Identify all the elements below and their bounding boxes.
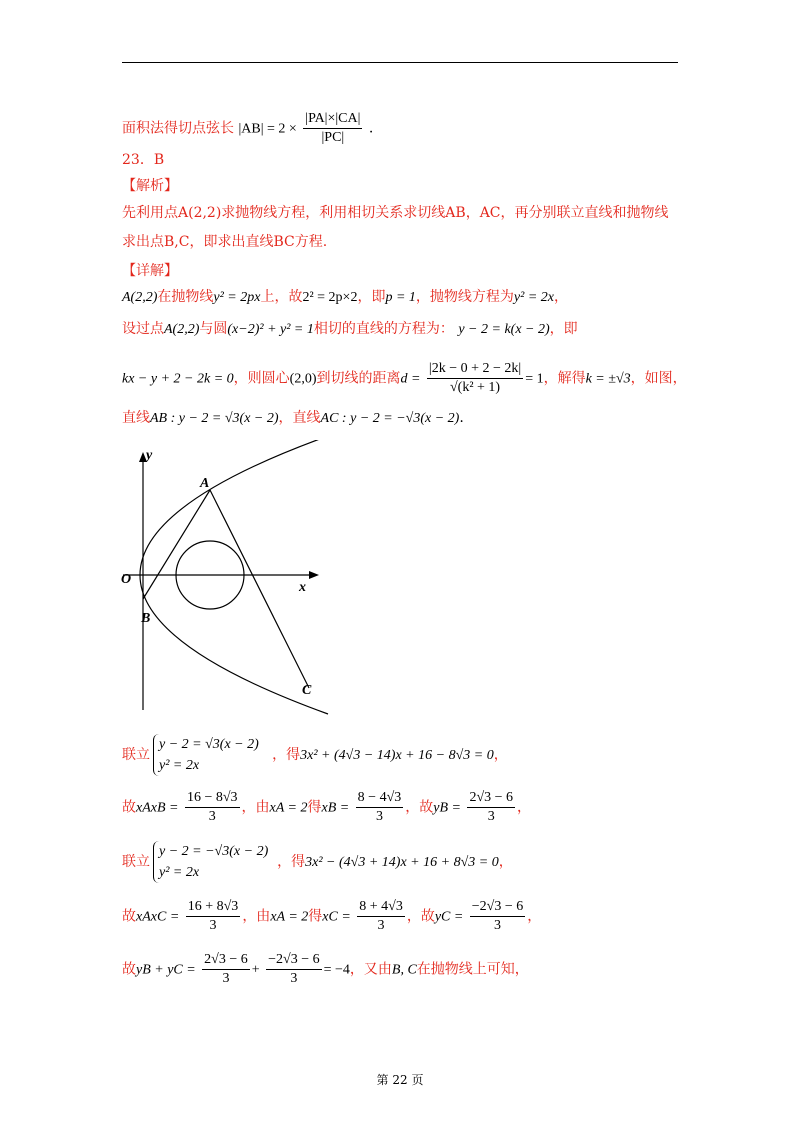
point-c-label: C bbox=[302, 683, 312, 698]
fraction-num: 2√3 − 6 bbox=[202, 951, 250, 970]
system-1-line bbox=[122, 734, 508, 776]
text: ，则圆心 bbox=[233, 370, 290, 387]
fraction-den: 3 bbox=[494, 918, 502, 933]
analysis-line-2: 求出点B,C，即求出直线BC方程. bbox=[122, 234, 328, 250]
system-2-eq2: y² = 2x bbox=[159, 865, 200, 880]
area-formula-lhs: |AB| = 2 × bbox=[238, 121, 297, 137]
text: 故 bbox=[122, 961, 136, 978]
x-axis-label: x bbox=[299, 580, 306, 595]
distance-den: √(k² + 1) bbox=[449, 380, 501, 395]
header-rule bbox=[122, 62, 678, 63]
xa-value: xA = 2 bbox=[269, 800, 308, 816]
fraction-num: 2√3 − 6 bbox=[467, 789, 515, 808]
text: 相切的直线的方程为： bbox=[313, 321, 454, 337]
fraction-den: 3 bbox=[375, 809, 383, 824]
system-1-brace bbox=[153, 734, 259, 776]
xb-line bbox=[122, 789, 531, 826]
y-axis-label: y bbox=[146, 448, 153, 463]
point-a-label: A bbox=[200, 476, 210, 491]
detail-heading: 【详解】 bbox=[122, 263, 178, 279]
text: ， bbox=[498, 854, 513, 870]
xa-xc-fraction bbox=[186, 898, 241, 935]
text: 直线 bbox=[122, 410, 150, 426]
system-2-line bbox=[122, 841, 513, 883]
text: ，直线 bbox=[278, 410, 321, 426]
text: ，由 bbox=[241, 799, 270, 816]
parabola-equation: y² = 2x bbox=[513, 290, 554, 305]
text: 故 bbox=[122, 799, 136, 816]
problem-number: 23．B bbox=[122, 152, 165, 168]
detail-line-1 bbox=[122, 287, 568, 308]
k-value: k = ±√3 bbox=[585, 371, 631, 387]
text: ，即 bbox=[357, 289, 386, 305]
plus-sign: + bbox=[251, 962, 260, 978]
yc-fraction bbox=[470, 898, 525, 935]
text: 到切线的距离 bbox=[316, 370, 401, 387]
fraction-den: 3 bbox=[487, 809, 495, 824]
detail-line-3 bbox=[122, 360, 687, 397]
text: 设过点 bbox=[122, 321, 164, 337]
fraction-den: 3 bbox=[222, 971, 230, 986]
system-1-result: 3x² + (4√3 − 14)x + 16 − 8√3 = 0 bbox=[300, 748, 494, 763]
xa-xb-label: xAxB = bbox=[136, 800, 179, 816]
fraction-num: −2√3 − 6 bbox=[266, 951, 321, 970]
fraction-num: −2√3 − 6 bbox=[470, 898, 525, 917]
analysis-heading: 【解析】 bbox=[122, 178, 178, 194]
text: ，得 bbox=[272, 747, 301, 763]
fraction-den: 3 bbox=[290, 971, 298, 986]
tangent-general-form: kx − y + 2 − 2k = 0 bbox=[122, 371, 234, 387]
area-formula-fraction bbox=[303, 110, 362, 147]
yc-label: yC = bbox=[434, 909, 464, 925]
text: 与圆 bbox=[199, 321, 228, 337]
substitution: 2² = 2p×2 bbox=[302, 290, 358, 305]
yb-fraction bbox=[467, 789, 515, 826]
area-formula-end: . bbox=[368, 120, 374, 137]
yb-plus-yc-label: yB + yC = bbox=[136, 962, 196, 978]
distance-fraction bbox=[427, 360, 523, 397]
text: ，即 bbox=[549, 321, 578, 337]
text: ，如图， bbox=[630, 370, 687, 387]
xb-label: xB = bbox=[321, 800, 350, 816]
text: 得 bbox=[307, 799, 322, 816]
xa-xb-fraction bbox=[185, 789, 240, 826]
text: 上，故 bbox=[260, 289, 303, 305]
circle-equation: (x−2)² + y² = 1 bbox=[227, 322, 314, 337]
fraction-num: 8 − 4√3 bbox=[356, 789, 404, 808]
sum-line bbox=[122, 951, 529, 988]
system-2-brace bbox=[153, 841, 268, 883]
xc-fraction bbox=[357, 898, 405, 935]
text: ，解得 bbox=[543, 370, 586, 387]
distance-num: |2k − 0 + 2 − 2k| bbox=[427, 360, 523, 379]
xa-value: xA = 2 bbox=[270, 909, 309, 925]
page-footer: 第 22 页 bbox=[376, 1073, 424, 1087]
x-axis-arrow-icon bbox=[309, 571, 319, 579]
yb-fraction bbox=[202, 951, 250, 988]
area-method-text: 面积法得切点弦长 bbox=[122, 120, 234, 137]
distance-label: d = bbox=[400, 371, 421, 387]
xc-label: xC = bbox=[322, 909, 351, 925]
text: 联立 bbox=[122, 854, 150, 870]
text: ，抛物线方程为 bbox=[415, 289, 514, 305]
circle-center: (2,0) bbox=[289, 371, 317, 387]
point-b-label: B bbox=[141, 611, 151, 626]
text: 在抛物线上可知， bbox=[416, 961, 529, 978]
distance-result: = 1 bbox=[525, 371, 544, 387]
fraction-num: 16 + 8√3 bbox=[186, 898, 241, 917]
text: 在抛物线 bbox=[157, 289, 214, 305]
area-formula-num: |PA|×|CA| bbox=[303, 110, 362, 129]
point-a: A(2,2) bbox=[122, 290, 158, 305]
text: . bbox=[459, 410, 464, 426]
parabola-figure bbox=[118, 440, 338, 715]
detail-line-4 bbox=[122, 408, 464, 429]
text: 得 bbox=[308, 908, 323, 925]
point-a: A(2,2) bbox=[164, 322, 200, 337]
p-value: p = 1 bbox=[385, 290, 416, 305]
text: 联立 bbox=[122, 747, 150, 763]
text: 故 bbox=[122, 908, 136, 925]
text: ，又由 bbox=[349, 961, 392, 978]
system-2-eq1: y − 2 = −√3(x − 2) bbox=[159, 844, 269, 859]
line-ac bbox=[210, 490, 309, 688]
sum-result: = −4 bbox=[323, 962, 350, 978]
origin-label: O bbox=[121, 572, 132, 587]
line-ab-equation: AB : y − 2 = √3(x − 2) bbox=[150, 411, 279, 426]
system-2-result: 3x² − (4√3 + 14)x + 16 + 8√3 = 0 bbox=[305, 855, 499, 870]
tangent-equation: y − 2 = k(x − 2) bbox=[458, 322, 550, 337]
line-ac-equation: AC : y − 2 = −√3(x − 2) bbox=[320, 411, 460, 426]
text: ， bbox=[554, 289, 568, 305]
fraction-den: 3 bbox=[208, 809, 216, 824]
area-formula-den: |PC| bbox=[321, 130, 345, 145]
system-1-eq1: y − 2 = √3(x − 2) bbox=[159, 737, 259, 752]
text: ， bbox=[493, 747, 508, 763]
fraction-num: 8 + 4√3 bbox=[357, 898, 405, 917]
fraction-den: 3 bbox=[377, 918, 385, 933]
area-method-line bbox=[122, 110, 373, 147]
parabola-general: y² = 2px bbox=[213, 290, 261, 305]
text: ，得 bbox=[277, 854, 306, 870]
xa-xc-label: xAxC = bbox=[136, 909, 180, 925]
yb-label: yB = bbox=[433, 800, 461, 816]
detail-line-2 bbox=[122, 319, 578, 340]
xb-fraction bbox=[356, 789, 404, 826]
text: ， bbox=[517, 799, 532, 816]
parabola-curve bbox=[140, 440, 328, 714]
yc-fraction bbox=[266, 951, 321, 988]
text: ，故 bbox=[406, 908, 435, 925]
text: ，由 bbox=[242, 908, 271, 925]
text: ， bbox=[527, 908, 542, 925]
xc-line bbox=[122, 898, 541, 935]
system-1-eq2: y² = 2x bbox=[159, 758, 200, 773]
fraction-den: 3 bbox=[209, 918, 217, 933]
analysis-line-1: 先利用点A(2,2)求抛物线方程，利用相切关系求切线AB，AC，再分别联立直线和抛物线 bbox=[122, 205, 669, 221]
points-bc: B, C bbox=[391, 962, 417, 978]
text: ，故 bbox=[405, 799, 434, 816]
fraction-num: 16 − 8√3 bbox=[185, 789, 240, 808]
